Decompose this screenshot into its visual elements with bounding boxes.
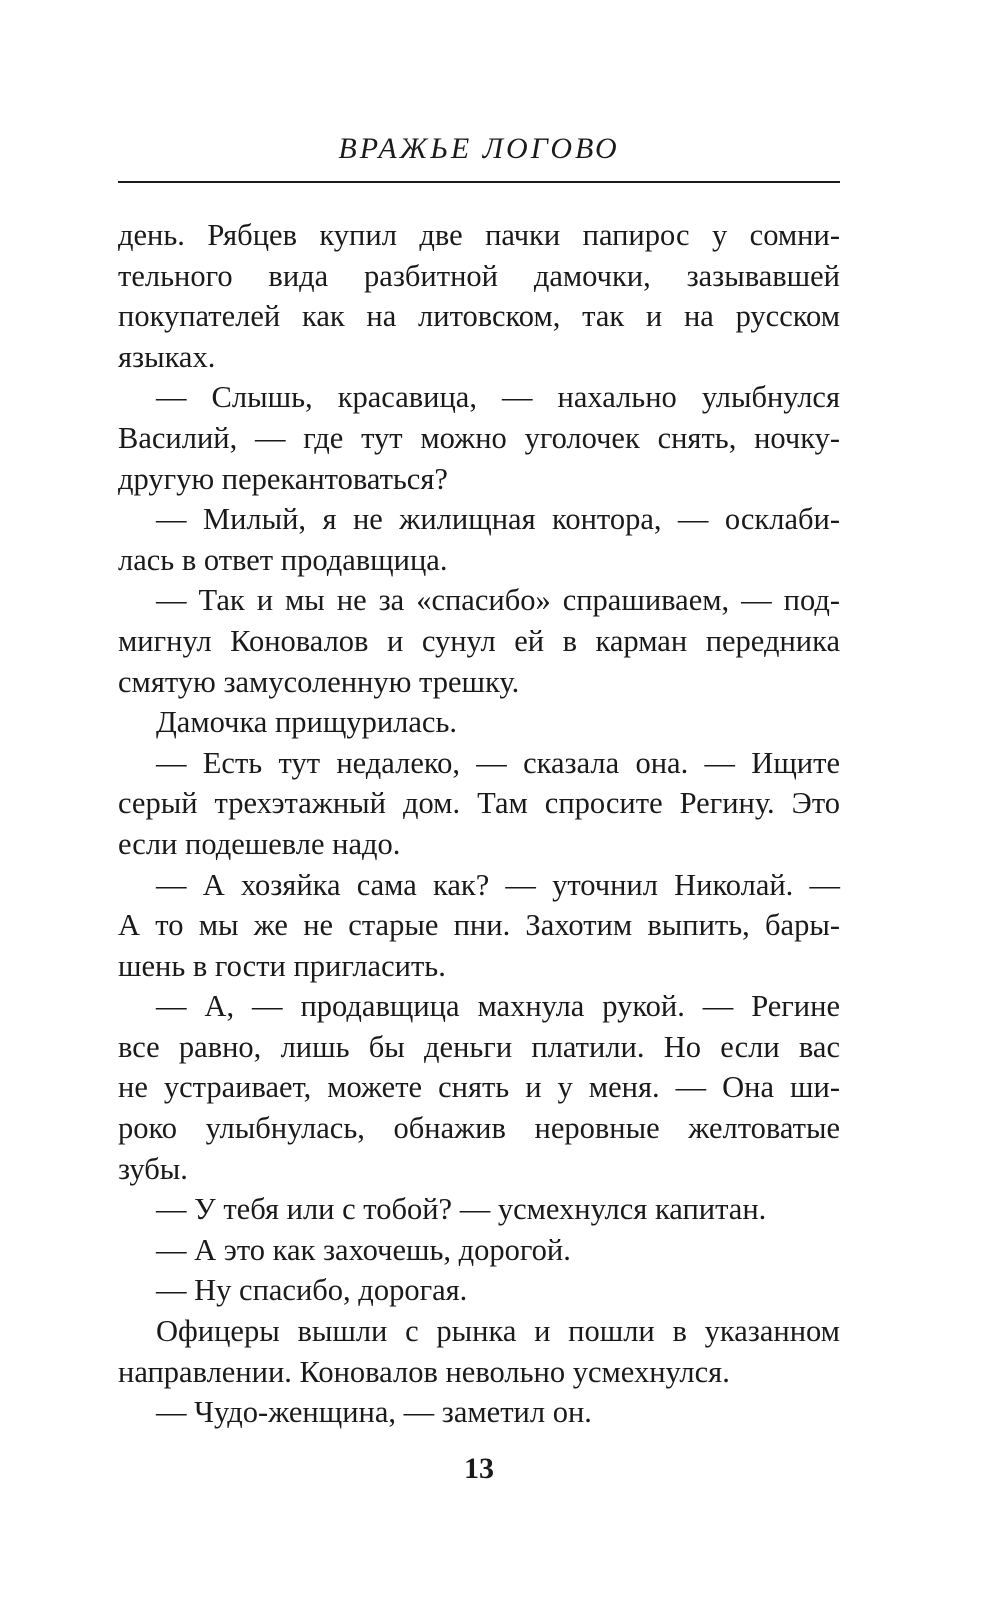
text-line: шень в гости пригласить.	[118, 948, 446, 983]
text-line: тельного вида разбитной дамочки, зазывавшей	[118, 258, 840, 293]
text-line: день. Рябцев купил две пачки папирос у сомни-	[118, 218, 840, 252]
text-line: — Милый, я не жилищная контора, — осклаби-	[156, 502, 840, 537]
text-line: — Есть тут недалеко, — сказала она. — Ищите	[156, 745, 840, 780]
text-line: смятую замусоленную трешку.	[118, 664, 520, 699]
text-line: Василий, — где тут можно уголочек снять, ночку-	[118, 420, 840, 455]
text-line: языках.	[118, 339, 216, 374]
text-line: направлении. Коновалов невольно усмехнулся.	[118, 1354, 730, 1389]
text-line: А то мы же не старые пни. Захотим выпить, бары-	[118, 908, 840, 943]
text-line: — А это как захочешь, дорогой.	[156, 1232, 571, 1267]
running-head-title: ВРАЖЬЕ ЛОГОВО	[338, 132, 620, 165]
text-line: зубы.	[118, 1151, 188, 1186]
text-line: — Слышь, красавица, — нахально улыбнулся	[156, 380, 840, 415]
header-rule	[118, 181, 840, 183]
page-number: 13	[464, 1452, 494, 1485]
body-text	[118, 215, 840, 1433]
text-line: если подешевле надо.	[118, 826, 401, 861]
text-line: — Чудо-женщина, — заметил он.	[156, 1395, 592, 1430]
text-line: все равно, лишь бы деньги платили. Но если вас	[118, 1029, 840, 1064]
text-line: — Так и мы не за «спасибо» спрашиваем, — под-	[156, 583, 840, 618]
text-line: мигнул Коновалов и сунул ей в карман передника	[118, 623, 840, 658]
text-line: — А хозяйка сама как? — уточнил Николай. —	[156, 867, 840, 902]
text-line: — У тебя или с тобой? — усмехнулся капитан.	[156, 1192, 767, 1227]
text-line: — А, — продавщица махнула рукой. — Регине	[156, 989, 840, 1024]
text-line: Офицеры вышли с рынка и пошли в указанном	[156, 1314, 840, 1349]
text-line: не устраивает, можете снять и у меня. — Она ши-	[118, 1070, 840, 1105]
text-line: покупателей как на литовском, так и на русском	[118, 299, 840, 334]
text-line: — Ну спасибо, дорогая.	[156, 1273, 468, 1308]
text-line: лась в ответ продавщица.	[118, 542, 448, 577]
text-line: другую перекантоваться?	[118, 461, 448, 496]
text-line: серый трехэтажный дом. Там спросите Регину. Это	[118, 786, 840, 821]
text-line: Дамочка прищурилась.	[156, 705, 457, 740]
text-line: роко улыбнулась, обнажив неровные желтоватые	[118, 1111, 840, 1146]
